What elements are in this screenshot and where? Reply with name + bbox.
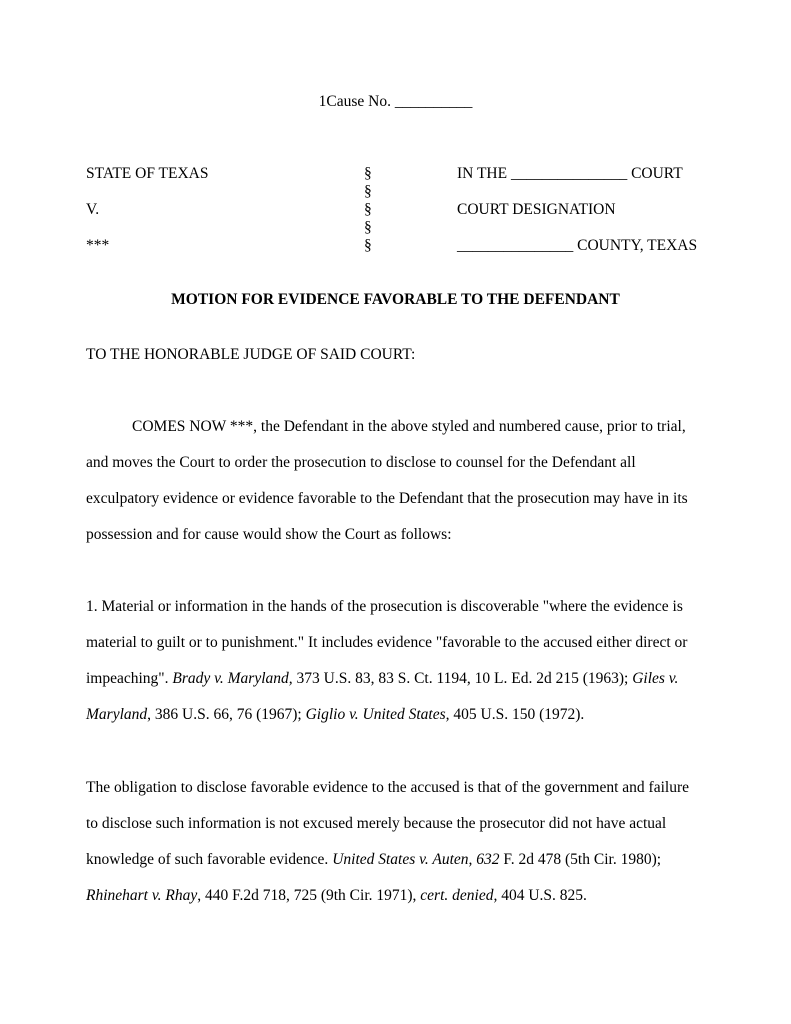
section-mark: § — [364, 201, 372, 218]
caption-versus: V. — [86, 201, 100, 218]
motion-title: MOTION FOR EVIDENCE FAVORABLE TO THE DEFENDANT — [171, 291, 620, 308]
paragraph-line: material to guilt or to punishment." It includes evidence "favorable to the accused either direct or — [86, 634, 688, 651]
section-mark: § — [364, 183, 372, 200]
paragraph-line: The obligation to disclose favorable evidence to the accused is that of the government and failure — [86, 779, 689, 796]
caption-party-state: STATE OF TEXAS — [86, 165, 209, 182]
text-run: , 386 U.S. 66, 76 (1967); — [147, 706, 306, 723]
section-mark: § — [364, 219, 372, 236]
text-run: 373 U.S. 83, 83 S. Ct. 1194, 10 L. Ed. 2d 215 (1963); — [292, 670, 633, 687]
paragraph-line: exculpatory evidence or evidence favorable to the Defendant that the prosecution may have in its — [86, 490, 688, 507]
paragraph-line: and moves the Court to order the prosecution to disclose to counsel for the Defendant all — [86, 454, 636, 471]
section-mark: § — [364, 237, 372, 254]
paragraph-line — [86, 669, 678, 689]
text-run: impeaching". — [86, 670, 173, 687]
caption-court-designation: COURT DESIGNATION — [457, 201, 616, 218]
case-citation: Brady v. Maryland, — [172, 670, 293, 687]
case-citation: Giles v. — [632, 670, 679, 687]
salutation: TO THE HONORABLE JUDGE OF SAID COURT: — [86, 346, 416, 363]
paragraph-line — [86, 705, 584, 725]
case-citation: Giglio v. United States, — [305, 706, 450, 723]
text-run: F. 2d 478 (5th Cir. 1980); — [499, 851, 662, 868]
case-citation: Maryland — [86, 706, 148, 723]
paragraph-line — [86, 850, 661, 870]
paragraph-line: 1. Material or information in the hands of the prosecution is discoverable "where the evidence is — [86, 598, 683, 615]
cause-number: 1Cause No. __________ — [318, 93, 473, 110]
citation-signal: cert. denied, — [420, 887, 498, 904]
text-run: , 440 F.2d 718, 725 (9th Cir. 1971), — [197, 887, 421, 904]
caption-defendant: *** — [86, 237, 110, 254]
paragraph-line — [86, 886, 587, 906]
case-citation: Rhinehart v. Rhay — [86, 887, 198, 904]
paragraph-line: to disclose such information is not excused merely because the prosecutor did not have actual — [86, 815, 667, 832]
paragraph-line: possession and for cause would show the Court as follows: — [86, 526, 452, 543]
text-run: 405 U.S. 150 (1972). — [449, 706, 585, 723]
case-citation: United States v. Auten, 632 — [332, 851, 500, 868]
paragraph-line: COMES NOW ***, the Defendant in the above styled and numbered cause, prior to trial, — [132, 418, 686, 435]
section-mark: § — [364, 165, 372, 182]
text-run: knowledge of such favorable evidence. — [86, 851, 333, 868]
text-run: 404 U.S. 825. — [497, 887, 587, 904]
caption-county: _______________ COUNTY, TEXAS — [457, 237, 698, 254]
caption-court: IN THE _______________ COURT — [457, 165, 683, 182]
